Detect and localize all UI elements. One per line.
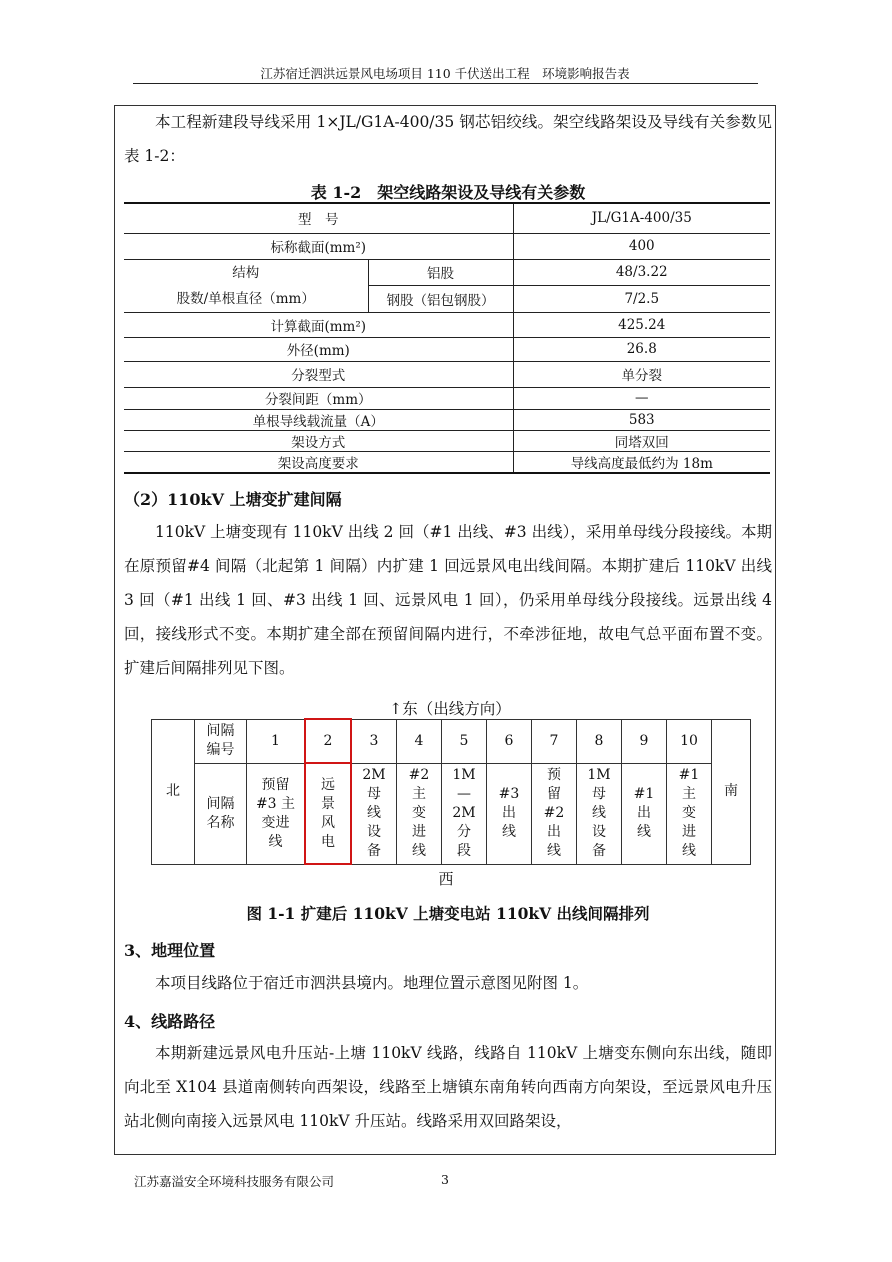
- east-direction-label: ↑东（出线方向）: [389, 700, 511, 718]
- table-row: [124, 203, 770, 233]
- bay-name-line: 预: [547, 767, 561, 783]
- page-number: 3: [441, 1172, 449, 1187]
- bay-number: 8: [577, 719, 622, 763]
- bay-name-line: #3 主: [255, 795, 296, 812]
- bay-name-line: 线: [367, 805, 381, 821]
- bay-arrangement-table: [151, 718, 751, 865]
- bay-name: [667, 763, 712, 864]
- bay-name: [247, 763, 306, 864]
- name-header-line1: 间隔: [206, 795, 235, 812]
- cell-value: —: [513, 387, 770, 409]
- bay-name-line: 出: [502, 805, 516, 821]
- table-caption: 表 1-2 架空线路架设及导线有关参数: [310, 183, 586, 202]
- cell-label: 架设高度要求: [124, 451, 513, 473]
- bay-number: 1: [247, 719, 306, 763]
- cell-value: 7/2.5: [513, 285, 770, 312]
- bay-name: [397, 763, 442, 864]
- cell-label: 钢股（铝包钢股）: [368, 285, 513, 312]
- table-row: [124, 312, 770, 337]
- bay-name: [442, 763, 487, 864]
- intro-paragraph: 本工程新建段导线采用 1×JL/G1A-400/35 钢芯铝绞线。架空线路架设及导线有关参数见表 1-2：: [124, 113, 772, 165]
- bay-name-line: 留: [547, 786, 561, 802]
- bay-name-line: 风: [321, 814, 335, 831]
- bay-name-line: #2: [408, 767, 430, 783]
- bay-name-line: 2M: [452, 805, 476, 821]
- number-header-line1: 间隔: [206, 723, 235, 739]
- bay-name-line: 进: [682, 824, 696, 840]
- bay-name-line: #1: [633, 786, 655, 802]
- bay-name-line: 景: [321, 795, 335, 812]
- page-header: 江苏宿迁泗洪远景风电场项目 110 千伏送出工程 环境影响报告表: [260, 66, 630, 81]
- bay-number: 5: [442, 719, 487, 763]
- bay-name-line: 线: [502, 824, 516, 840]
- bay-name-line: 预留: [261, 776, 290, 793]
- structure-line2: 股数/单根直径（mm）: [176, 290, 315, 307]
- cell-label: 外径(mm): [124, 337, 513, 361]
- parameter-table: [124, 202, 770, 474]
- section4-heading: 4、线路路径: [124, 1012, 216, 1031]
- south-label: 南: [712, 719, 751, 864]
- name-header: [195, 763, 247, 864]
- table-row: [124, 387, 770, 409]
- bay-number: 10: [667, 719, 712, 763]
- bay-name-line: 备: [367, 843, 381, 859]
- section4-paragraph: 本期新建远景风电升压站-上塘 110kV 线路，线路自 110kV 上塘变东侧向东出线，随即向北至 X104 县道南侧转向西架设，线路至上塘镇东南角转向西南方向架设，至远景风电升压站北侧向南接入远景风电 110kV 升压站。线路采用双回路架设，: [124, 1044, 772, 1130]
- bay-name-line: 出: [547, 824, 561, 840]
- cell-label: 分裂型式: [124, 361, 513, 387]
- bay-name-line: 变进: [261, 814, 290, 831]
- bay-name: [532, 763, 577, 864]
- name-header-line2: 名称: [206, 814, 235, 831]
- structure-line1: 结构: [232, 264, 260, 281]
- bay-number: 9: [622, 719, 667, 763]
- table-row: [124, 361, 770, 387]
- cell-value: 导线高度最低约为 18m: [513, 451, 770, 473]
- bay-name-line: 线: [592, 805, 606, 821]
- header-rule: [133, 83, 758, 84]
- bay-name-line: —: [457, 786, 471, 802]
- bay-name-line: 主: [412, 786, 426, 802]
- table-row: [124, 233, 770, 259]
- table-row: [124, 337, 770, 361]
- bay-name-line: 1M: [452, 767, 476, 783]
- bay-name: [577, 763, 622, 864]
- table-row: [124, 451, 770, 473]
- number-header: [195, 719, 247, 763]
- cell-label: 分裂间距（mm）: [124, 387, 513, 409]
- table-row: [124, 409, 770, 430]
- bay-name-line: 母: [592, 786, 606, 802]
- cell-value: 400: [513, 233, 770, 259]
- bay-name-line: 备: [592, 843, 606, 859]
- table-row: [124, 259, 770, 285]
- bay-name-line: 远: [321, 776, 335, 793]
- section3-heading: 3、地理位置: [124, 941, 216, 960]
- bay-name-line: #3: [498, 786, 520, 802]
- section3-paragraph: 本项目线路位于宿迁市泗洪县境内。地理位置示意图见附图 1。: [155, 974, 589, 992]
- figure-caption: 图 1-1 扩建后 110kV 上塘变电站 110kV 出线间隔排列: [246, 904, 650, 923]
- cell-value: 同塔双回: [513, 430, 770, 451]
- west-label: 西: [438, 870, 454, 888]
- bay-number-highlighted: 2: [305, 719, 351, 763]
- cell-label: 铝股: [368, 259, 513, 285]
- bay-name-line: 变: [682, 805, 696, 821]
- bay-name-line: 分: [457, 824, 471, 840]
- section2-heading: （2）110kV 上塘变扩建间隔: [124, 490, 342, 509]
- bay-name-line: #2: [543, 805, 565, 821]
- bay-name-line: 出: [637, 805, 651, 821]
- cell-value: 26.8: [513, 337, 770, 361]
- bay-name-line: 电: [321, 833, 335, 850]
- bay-name-line: 线: [682, 843, 696, 859]
- cell-label-structure: [124, 259, 368, 312]
- bay-name-line: 线: [412, 843, 426, 859]
- bay-name-line: 设: [592, 824, 606, 840]
- bay-number-row: [152, 719, 751, 763]
- bay-name-line: #1: [678, 767, 700, 783]
- number-header-line2: 编号: [206, 742, 235, 758]
- bay-number: 4: [397, 719, 442, 763]
- bay-name-line: 线: [637, 824, 651, 840]
- north-label: 北: [152, 719, 195, 864]
- bay-name-line: 线: [268, 833, 283, 850]
- cell-value: 单分裂: [513, 361, 770, 387]
- bay-number: 6: [487, 719, 532, 763]
- cell-value: 583: [513, 409, 770, 430]
- bay-name: [351, 763, 397, 864]
- cell-value: JL/G1A-400/35: [513, 203, 770, 233]
- bay-name-line: 设: [367, 824, 381, 840]
- bay-name-highlighted: [305, 763, 351, 864]
- bay-name: [622, 763, 667, 864]
- cell-value: 425.24: [513, 312, 770, 337]
- table-row: [124, 430, 770, 451]
- cell-value: 48/3.22: [513, 259, 770, 285]
- bay-name: [487, 763, 532, 864]
- cell-label: 架设方式: [124, 430, 513, 451]
- bay-name-row: [152, 763, 751, 864]
- bay-name-line: 变: [412, 805, 426, 821]
- bay-name-line: 母: [367, 786, 381, 802]
- bay-name-line: 线: [547, 843, 561, 859]
- bay-name-line: 2M: [362, 767, 386, 783]
- cell-label: 计算截面(mm²): [124, 312, 513, 337]
- cell-label: 单根导线载流量（A）: [124, 409, 513, 430]
- cell-label: 型 号: [124, 203, 513, 233]
- bay-name-line: 1M: [587, 767, 611, 783]
- bay-name-line: 主: [682, 786, 696, 802]
- bay-name-line: 进: [412, 824, 426, 840]
- section2-paragraph: 110kV 上塘变现有 110kV 出线 2 回（#1 出线、#3 出线），采用单母线分段接线。本期在原预留#4 间隔（北起第 1 间隔）内扩建 1 回远景风电出线间隔。本期扩建后 110kV 出线 3 回（#1 出线 1 回、#3 出线 1 回、远景风电 1 回），仍采用单母线分段接线。远景出线 4 回，接线形式不变。本期扩建全部在预留间隔内进行，不牵涉征地，故电气总平面布置不变。扩建后间隔排列见下图。: [124, 523, 772, 677]
- footer-company: 江苏嘉溢安全环境科技服务有限公司: [134, 1174, 335, 1189]
- bay-number: 3: [351, 719, 397, 763]
- bay-number: 7: [532, 719, 577, 763]
- cell-label: 标称截面(mm²): [124, 233, 513, 259]
- bay-name-line: 段: [457, 843, 471, 859]
